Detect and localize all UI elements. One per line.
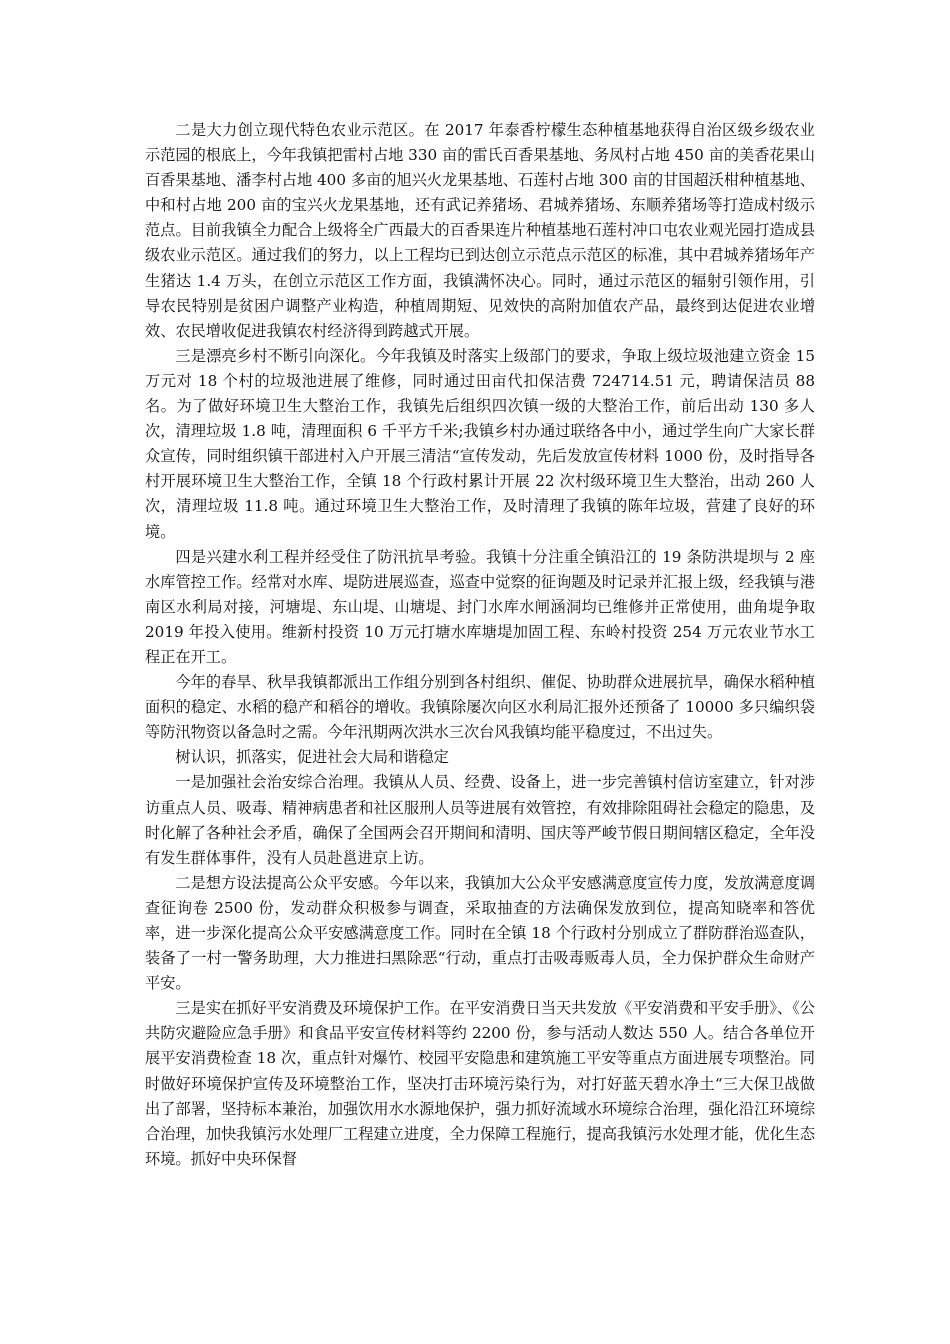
paragraph-public-security: 一是加强社会治安综合治理。我镇从人员、经费、设备上，进一步完善镇村信访室建立，针对涉访重点人员、吸毒、精神病患者和社区服刑人员等进展有效管控，有效排除阻碍社会稳定的隐患，及时化解了各种社会矛盾，确保了全国两会召开期间和清明、国庆等严峻节假日期间辖区稳定，全年没有发生群体事件，没有人员赴邕进京上访。 — [145, 773, 815, 867]
paragraph-demonstration-zone: 二是大力创立现代特色农业示范区。在 2017 年泰香柠檬生态种植基地获得自治区级乡级农业示范园的根底上，今年我镇把雷村占地 330 亩的雷氏百香果基地、务凤村占地 450 亩的美香花果山百香果基地、潘李村占地 400 多亩的旭兴火龙果基地、石莲村占地 300 亩的甘国超沃柑种植基地、中和村占地 200 亩的宝兴火龙果基地，还有武记养猪场、君城养猪场、东顺养猪场等打造成村级示范点。目前我镇全力配合上级将全广西最大的百香果连片种植基地石莲村冲口屯农业观光园打造成县级农业示范区。通过我们的努力，以上工程均已到达创立示范点示范区的标准，其中君城养猪场年产生猪达 1.4 万头，在创立示范区工作方面，我镇满怀决心。同时，通过示范区的辐射引领作用，引导农民特别是贫困户调整产业构造，种植周期短、见效快的高附加值农产品，最终到达促进农业增效、农民增收促进我镇农村经济得到跨越式开展。 — [145, 121, 815, 340]
paragraph-safety-sense: 二是想方设法提高公众平安感。今年以来，我镇加大公众平安感满意度宣传力度，发放满意度调查征询卷 2500 份，发动群众积极参与调查，采取抽查的方法确保发放到位，提高知晓率和答优率，进一步深化提高公众平安感满意度工作。同时在全镇 18 个行政村分别成立了群防群治巡查队，装备了一村一警务助理，大力推进扫黑除恶“行动，重点打击吸毒贩毒人员，全力保护群众生命财产平安。 — [145, 873, 815, 993]
document-body — [145, 118, 815, 1172]
paragraph-safety-environment: 三是实在抓好平安消费及环境保护工作。在平安消费日当天共发放《平安消费和平安手册》、《公共防灾避险应急手册》和食品平安宣传材料等约 2200 份，参与活动人数达 550 人。结合各单位开展平安消费检查 18 次，重点针对爆竹、校园平安隐患和建筑施工平安等重点方面进展专项整治。同时做好环境保护宣传及环境整治工作，坚决打击环境污染行为，对打好蓝天碧水净土“三大保卫战做出了部署，坚持标本兼治，加强饮用水水源地保护，强力抓好流域水环境综合治理，强化沿江环境综合治理，加快我镇污水处理厂工程建立进度，全力保障工程施行，提高我镇污水处理才能，优化生态环境。抓好中央环保督 — [145, 999, 815, 1168]
paragraph-village-environment: 三是漂亮乡村不断引向深化。今年我镇及时落实上级部门的要求，争取上级垃圾池建立资金 15 万元对 18 个村的垃圾池进展了维修，同时通过田亩代扣保洁费 724714.51 元，聘请保洁员 88 名。为了做好环境卫生大整治工作，我镇先后组织四次镇一级的大整治工作，前后出动 130 多人次，清理垃圾 1.8 吨，清理面积 6 千平方千米;我镇乡村办通过联络各中小，通过学生向广大家长群众宣传，同时组织镇干部进村入户开展三清洁“宣传发动，先后发放宣传材料 1000 份，及时指导各村开展环境卫生大整治工作，全镇 18 个行政村累计开展 22 次村级环境卫生大整治，出动 260 人次，清理垃圾 11.8 吨。通过环境卫生大整治工作，及时清理了我镇的陈年垃圾，营建了良好的环境。 — [145, 346, 815, 541]
section-heading-social-stability: 树认识，抓落实，促进社会大局和谐稳定 — [175, 748, 449, 767]
paragraph-drought-flood: 今年的春旱、秋旱我镇都派出工作组分别到各村组织、催促、协助群众进展抗旱，确保水稻种植面积的稳定、水稻的稳产和稻谷的增收。我镇除屡次向区水利局汇报外还预备了 10000 多只编织袋等防汛物资以备急时之需。今年汛期两次洪水三次台风我镇均能平稳度过，不出过失。 — [145, 673, 815, 742]
paragraph-water-conservancy: 四是兴建水利工程并经受住了防汛抗旱考验。我镇十分注重全镇沿江的 19 条防洪堤坝与 2 座水库管控工作。经常对水库、堤防进展巡查，巡查中觉察的征询题及时记录并汇报上级，经我镇与港南区水利局对接，河塘堤、东山堤、山塘堤、封门水库水闸涵洞均已维修并正常使用，曲角堤争取 2019 年投入使用。维新村投资 10 万元打塘水库塘堤加固工程、东岭村投资 254 万元农业节水工程正在开工。 — [145, 547, 815, 666]
